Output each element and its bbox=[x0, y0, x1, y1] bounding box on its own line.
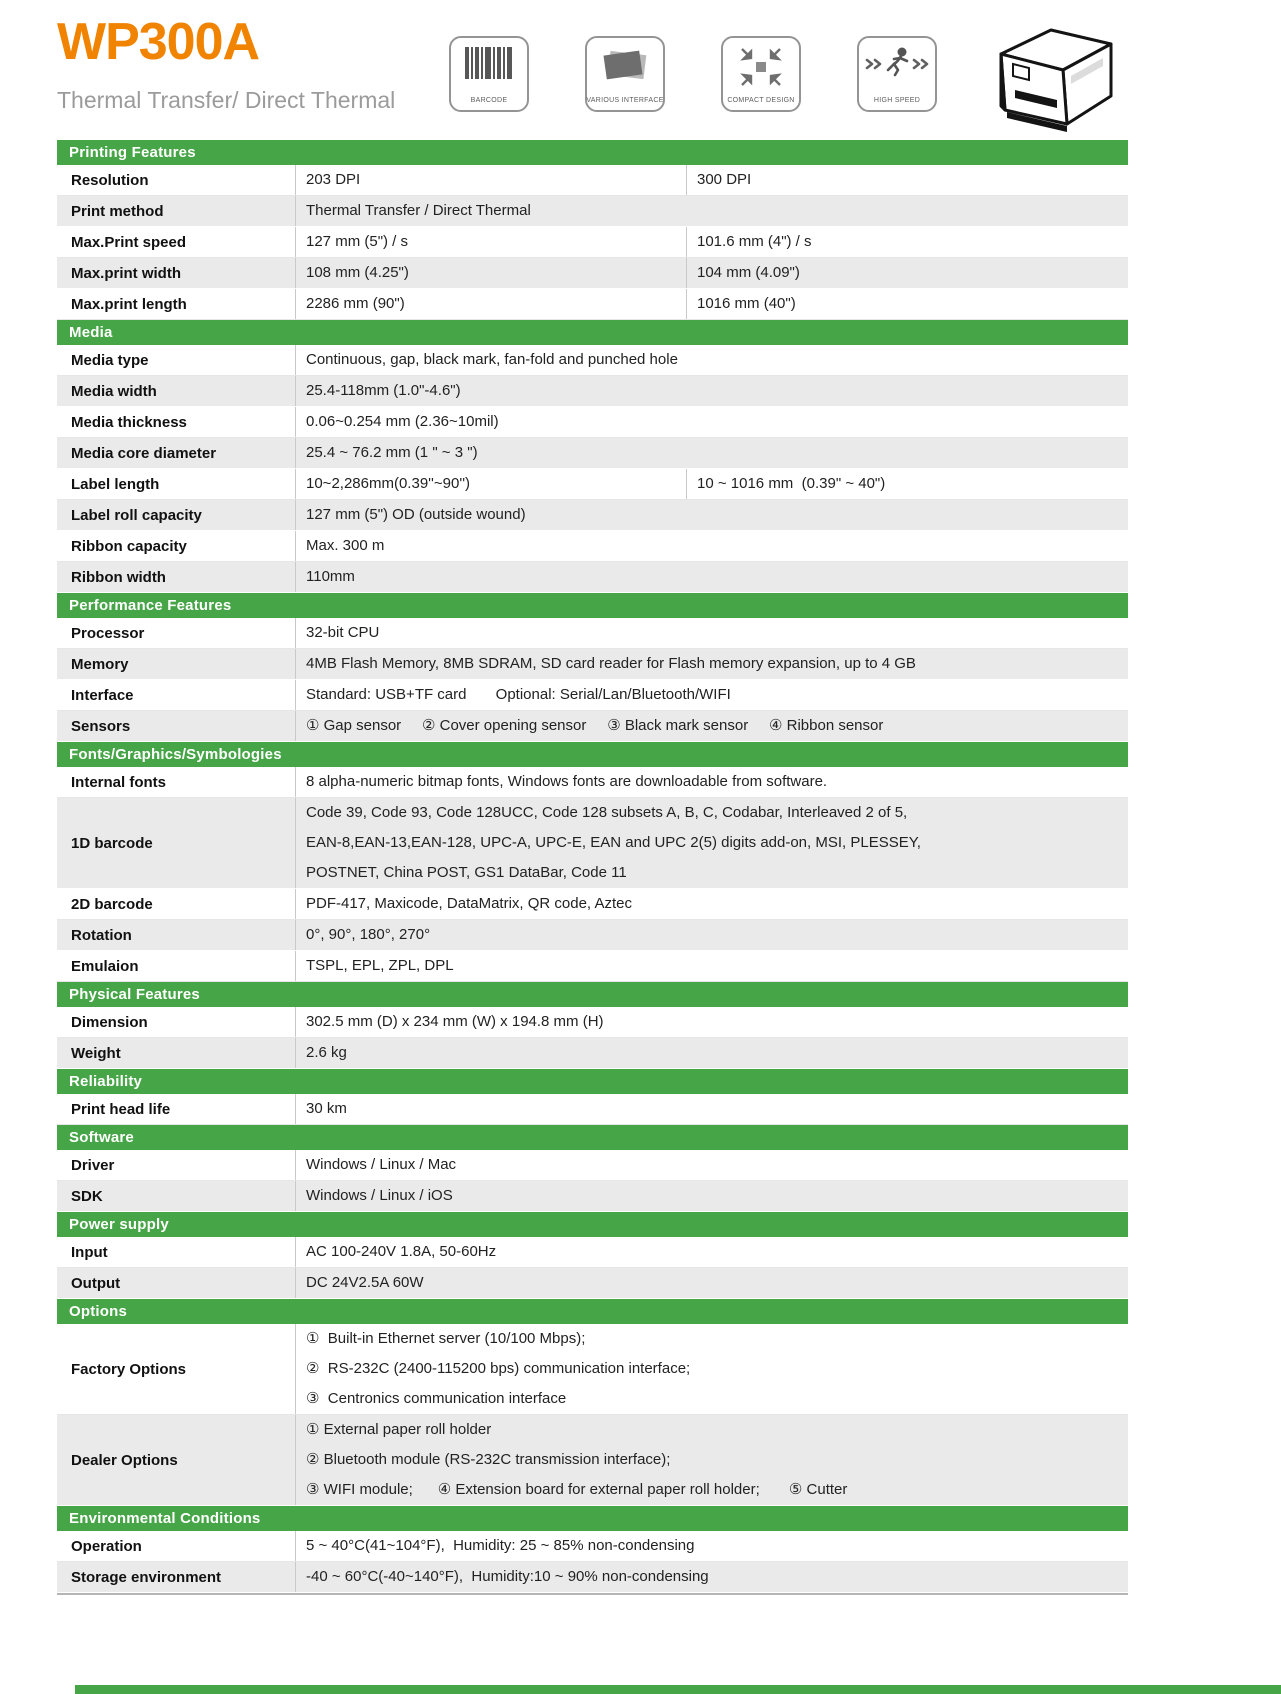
spec-value-line: 302.5 mm (D) x 234 mm (W) x 194.8 mm (H) bbox=[306, 1013, 604, 1030]
spec-row bbox=[57, 1007, 1128, 1038]
section-header bbox=[57, 320, 1128, 345]
section-title: Media bbox=[69, 324, 113, 341]
spec-row bbox=[57, 711, 1128, 742]
spec-label: Max.print width bbox=[71, 264, 181, 282]
spec-value bbox=[295, 767, 1128, 797]
spec-label: Interface bbox=[71, 686, 134, 704]
section-header bbox=[57, 1299, 1128, 1324]
spec-label: Media type bbox=[71, 351, 149, 369]
spec-label: 2D barcode bbox=[71, 895, 153, 913]
spec-label: Max.Print speed bbox=[71, 233, 187, 251]
spec-label: Factory Options bbox=[71, 1360, 187, 1378]
spec-row bbox=[57, 165, 1128, 196]
spec-row bbox=[57, 1324, 1128, 1415]
spec-value-line: 300 DPI bbox=[697, 171, 752, 188]
section-header bbox=[57, 593, 1128, 618]
spec-row bbox=[57, 531, 1128, 562]
spec-value-line: 0.06~0.254 mm (2.36~10mil) bbox=[306, 413, 499, 430]
spec-value-300dpi bbox=[686, 258, 1128, 288]
spec-row bbox=[57, 1562, 1128, 1593]
spec-label: Internal fonts bbox=[71, 773, 167, 791]
spec-value-line: ① Built-in Ethernet server (10/100 Mbps); bbox=[306, 1330, 586, 1347]
section-header bbox=[57, 1506, 1128, 1531]
spec-value bbox=[295, 1150, 1128, 1180]
spec-table bbox=[57, 140, 1128, 1595]
spec-value bbox=[295, 920, 1128, 950]
section-header bbox=[57, 982, 1128, 1007]
spec-value bbox=[295, 258, 686, 288]
section-title: Power supply bbox=[69, 1216, 169, 1233]
spec-value-line: -40 ~ 60°C(-40~140°F), Humidity:10 ~ 90% non-condensing bbox=[306, 1568, 709, 1585]
spec-label: Memory bbox=[71, 655, 129, 673]
spec-value-line: EAN-8,EAN-13,EAN-128, UPC-A, UPC-E, EAN and UPC 2(5) digits add-on, MSI, PLESSEY, bbox=[306, 834, 921, 851]
spec-label: Ribbon width bbox=[71, 568, 166, 586]
compact-design-icon bbox=[723, 47, 799, 87]
spec-row bbox=[57, 438, 1128, 469]
spec-value-line: 10~2,286mm(0.39''~90'') bbox=[306, 475, 471, 492]
section-header bbox=[57, 140, 1128, 165]
spec-row bbox=[57, 618, 1128, 649]
section-header bbox=[57, 1125, 1128, 1150]
spec-value-line: 8 alpha-numeric bitmap fonts, Windows fonts are downloadable from software. bbox=[306, 773, 828, 790]
spec-label: Print head life bbox=[71, 1100, 171, 1118]
section-title: Printing Features bbox=[69, 144, 196, 161]
spec-value bbox=[295, 1181, 1128, 1211]
spec-value-300dpi bbox=[686, 165, 1128, 195]
spec-value-line: 25.4 ~ 76.2 mm (1 " ~ 3 ") bbox=[306, 444, 478, 461]
spec-row bbox=[57, 562, 1128, 593]
spec-value bbox=[295, 649, 1128, 679]
section-title: Software bbox=[69, 1129, 134, 1146]
spec-value-line: ① External paper roll holder bbox=[306, 1421, 492, 1438]
badge-label: BARCODE bbox=[470, 97, 508, 104]
spec-label: Ribbon capacity bbox=[71, 537, 187, 555]
section-header bbox=[57, 1212, 1128, 1237]
spec-row bbox=[57, 196, 1128, 227]
section-header bbox=[57, 1069, 1128, 1094]
spec-value bbox=[295, 1094, 1128, 1124]
spec-value bbox=[295, 376, 1128, 406]
badge-label: COMPACT DESIGN bbox=[727, 97, 795, 104]
feature-badges bbox=[449, 36, 937, 112]
spec-value-line: AC 100-240V 1.8A, 50-60Hz bbox=[306, 1243, 497, 1260]
spec-row bbox=[57, 1415, 1128, 1506]
spec-label: Dealer Options bbox=[71, 1451, 178, 1469]
product-title: WP300A bbox=[57, 13, 260, 71]
spec-row bbox=[57, 649, 1128, 680]
product-subtitle: Thermal Transfer/ Direct Thermal bbox=[57, 87, 396, 113]
spec-value-line: 1016 mm (40") bbox=[697, 295, 796, 312]
spec-value bbox=[295, 1324, 1128, 1414]
spec-row bbox=[57, 798, 1128, 889]
spec-value-line: Windows / Linux / Mac bbox=[306, 1156, 457, 1173]
spec-value-300dpi bbox=[686, 289, 1128, 319]
spec-label: Driver bbox=[71, 1156, 115, 1174]
spec-label: Resolution bbox=[71, 171, 149, 189]
spec-value-line: 110mm bbox=[306, 568, 355, 585]
spec-row bbox=[57, 469, 1128, 500]
spec-value-line: Max. 300 m bbox=[306, 537, 385, 554]
spec-value bbox=[295, 1007, 1128, 1037]
badge-high-speed bbox=[857, 36, 937, 112]
spec-label: Input bbox=[71, 1243, 108, 1261]
spec-label: SDK bbox=[71, 1187, 103, 1205]
spec-row bbox=[57, 951, 1128, 982]
spec-value-line: Standard: USB+TF card Optional: Serial/Lan/Bluetooth/WIFI bbox=[306, 686, 731, 703]
spec-value-line: 0°, 90°, 180°, 270° bbox=[306, 926, 431, 943]
spec-value-line: 2286 mm (90") bbox=[306, 295, 405, 312]
spec-value-line: Windows / Linux / iOS bbox=[306, 1187, 453, 1204]
spec-value-line: 101.6 mm (4") / s bbox=[697, 233, 812, 250]
spec-value-line: PDF-417, Maxicode, DataMatrix, QR code, Aztec bbox=[306, 895, 632, 912]
barcode-icon bbox=[451, 47, 527, 79]
spec-row bbox=[57, 258, 1128, 289]
spec-value-line: ② RS-232C (2400-115200 bps) communication interface; bbox=[306, 1360, 691, 1377]
spec-row bbox=[57, 889, 1128, 920]
various-interface-icon bbox=[587, 47, 663, 87]
spec-value-line: 127 mm (5") OD (outside wound) bbox=[306, 506, 526, 523]
footer-accent-bar bbox=[75, 1685, 1281, 1694]
spec-value bbox=[295, 711, 1128, 741]
high-speed-icon bbox=[859, 47, 935, 85]
spec-value-line: POSTNET, China POST, GS1 DataBar, Code 11 bbox=[306, 864, 627, 881]
spec-value-line: ③ Centronics communication interface bbox=[306, 1390, 567, 1407]
spec-value-line: 127 mm (5") / s bbox=[306, 233, 409, 250]
spec-row bbox=[57, 920, 1128, 951]
spec-value-line: 25.4-118mm (1.0"-4.6") bbox=[306, 382, 461, 399]
spec-label: Dimension bbox=[71, 1013, 148, 1031]
spec-label: Print method bbox=[71, 202, 164, 220]
section-title: Physical Features bbox=[69, 986, 200, 1003]
printer-image bbox=[971, 20, 1121, 137]
spec-row bbox=[57, 1150, 1128, 1181]
spec-value bbox=[295, 951, 1128, 981]
spec-value bbox=[295, 165, 686, 195]
badge-label: HIGH SPEED bbox=[873, 97, 921, 104]
section-title: Fonts/Graphics/Symbologies bbox=[69, 746, 282, 763]
spec-value-line: 5 ~ 40°C(41~104°F), Humidity: 25 ~ 85% non-condensing bbox=[306, 1537, 695, 1554]
spec-row bbox=[57, 1237, 1128, 1268]
spec-row bbox=[57, 407, 1128, 438]
section-title: Reliability bbox=[69, 1073, 143, 1090]
section-title: Environmental Conditions bbox=[69, 1510, 261, 1527]
spec-value bbox=[295, 798, 1128, 888]
spec-value bbox=[295, 1415, 1128, 1505]
spec-row bbox=[57, 1268, 1128, 1299]
spec-row bbox=[57, 1181, 1128, 1212]
spec-value-line: 30 km bbox=[306, 1100, 347, 1117]
spec-value bbox=[295, 680, 1128, 710]
page-header bbox=[57, 12, 1251, 138]
spec-value bbox=[295, 1237, 1128, 1267]
spec-row bbox=[57, 1094, 1128, 1125]
spec-value bbox=[295, 1531, 1128, 1561]
spec-label: Label roll capacity bbox=[71, 506, 202, 524]
spec-value bbox=[295, 618, 1128, 648]
spec-value bbox=[295, 438, 1128, 468]
title-block bbox=[57, 12, 449, 114]
spec-row bbox=[57, 227, 1128, 258]
spec-value bbox=[295, 289, 686, 319]
badge-various-interface bbox=[585, 36, 665, 112]
spec-value bbox=[295, 227, 686, 257]
badge-label: VARIOUS INTERFACE bbox=[586, 97, 664, 104]
spec-value-line: 104 mm (4.09") bbox=[697, 264, 800, 281]
spec-label: Storage environment bbox=[71, 1568, 222, 1586]
spec-row bbox=[57, 500, 1128, 531]
spec-value bbox=[295, 500, 1128, 530]
spec-row bbox=[57, 345, 1128, 376]
spec-value bbox=[295, 469, 686, 499]
spec-value bbox=[295, 407, 1128, 437]
spec-label: Label length bbox=[71, 475, 160, 493]
badge-barcode bbox=[449, 36, 529, 112]
spec-value-line: ① Gap sensor ② Cover opening sensor ③ Black mark sensor ④ Ribbon sensor bbox=[306, 717, 884, 734]
section-title: Performance Features bbox=[69, 597, 232, 614]
spec-value-line: ③ WIFI module; ④ Extension board for external paper roll holder; ⑤ Cutter bbox=[306, 1481, 848, 1498]
spec-label: Weight bbox=[71, 1044, 121, 1062]
spec-value bbox=[295, 1038, 1128, 1068]
section-header bbox=[57, 742, 1128, 767]
spec-row bbox=[57, 1038, 1128, 1069]
spec-label: Operation bbox=[71, 1537, 142, 1555]
spec-value-300dpi bbox=[686, 227, 1128, 257]
section-title: Options bbox=[69, 1303, 128, 1320]
spec-value-line: 32-bit CPU bbox=[306, 624, 380, 641]
spec-row bbox=[57, 376, 1128, 407]
spec-value-line: 2.6 kg bbox=[306, 1044, 347, 1061]
badge-compact-design bbox=[721, 36, 801, 112]
spec-value bbox=[295, 889, 1128, 919]
spec-label: Media width bbox=[71, 382, 157, 400]
spec-label: Max.print length bbox=[71, 295, 187, 313]
spec-value-line: Code 39, Code 93, Code 128UCC, Code 128 subsets A, B, C, Codabar, Interleaved 2 of 5, bbox=[306, 804, 908, 821]
spec-label: Output bbox=[71, 1274, 121, 1292]
spec-value-line: 10 ~ 1016 mm (0.39" ~ 40") bbox=[697, 475, 886, 492]
spec-row bbox=[57, 767, 1128, 798]
spec-value bbox=[295, 1562, 1128, 1592]
spec-row bbox=[57, 289, 1128, 320]
spec-value-line: 108 mm (4.25") bbox=[306, 264, 409, 281]
spec-label: Rotation bbox=[71, 926, 132, 944]
spec-value-line: DC 24V2.5A 60W bbox=[306, 1274, 424, 1291]
spec-value bbox=[295, 1268, 1128, 1298]
spec-value-line: 203 DPI bbox=[306, 171, 361, 188]
spec-value bbox=[295, 345, 1128, 375]
spec-row bbox=[57, 680, 1128, 711]
spec-label: Emulaion bbox=[71, 957, 139, 975]
spec-row bbox=[57, 1531, 1128, 1562]
spec-value-line: 4MB Flash Memory, 8MB SDRAM, SD card reader for Flash memory expansion, up to 4 GB bbox=[306, 655, 916, 672]
spec-value bbox=[295, 562, 1128, 592]
spec-value-line: Continuous, gap, black mark, fan-fold and punched hole bbox=[306, 351, 678, 368]
spec-value bbox=[295, 531, 1128, 561]
spec-value bbox=[295, 196, 1128, 226]
spec-label: Media thickness bbox=[71, 413, 187, 431]
spec-value-line: ② Bluetooth module (RS-232C transmission interface); bbox=[306, 1451, 671, 1468]
spec-label: Media core diameter bbox=[71, 444, 217, 462]
spec-label: Processor bbox=[71, 624, 145, 642]
spec-value-line: Thermal Transfer / Direct Thermal bbox=[306, 202, 531, 219]
spec-label: 1D barcode bbox=[71, 834, 153, 852]
spec-label: Sensors bbox=[71, 717, 131, 735]
spec-value-300dpi bbox=[686, 469, 1128, 499]
spec-value-line: TSPL, EPL, ZPL, DPL bbox=[306, 957, 454, 974]
